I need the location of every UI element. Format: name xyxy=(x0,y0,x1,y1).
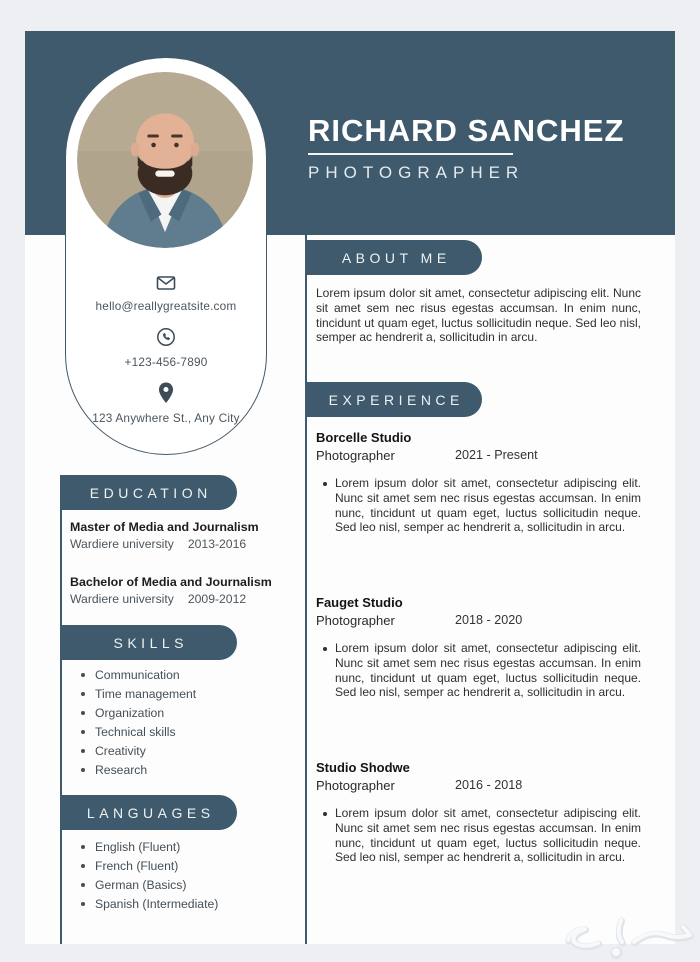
resume-page xyxy=(25,31,675,944)
company-name: Fauget Studio xyxy=(316,595,403,610)
email-text: hello@reallygreatsite.com xyxy=(95,299,237,313)
location-pin-icon xyxy=(157,382,175,404)
job-bullet xyxy=(316,476,641,535)
school-row xyxy=(70,537,310,551)
language-item: German (Basics) xyxy=(81,875,306,894)
phone-text: +123-456-7890 xyxy=(124,355,208,369)
degree-title: Bachelor of Media and Journalism xyxy=(70,575,272,589)
education-years: 2009-2012 xyxy=(187,592,247,606)
skill-item: Creativity xyxy=(81,741,306,760)
person-role: PHOTOGRAPHER xyxy=(308,163,525,182)
about-paragraph: Lorem ipsum dolor sit amet, consectetur adipiscing elit. Nunc sit amet sem nec risus egestas accumsan. In enim nunc, tincidunt ut quam eget, luctus sollicitudin neque. Sed leo nisl, semper ac hendrerit a, sollicitudin in arcu. xyxy=(316,286,641,345)
experience-entry xyxy=(316,595,641,700)
bullet-dot xyxy=(81,768,85,772)
job-role-row xyxy=(316,613,641,628)
skills-title: SKILLS xyxy=(113,634,188,651)
photo-contact-capsule xyxy=(65,57,267,455)
school-name: Wardiere university xyxy=(70,592,174,606)
bullet-dot xyxy=(81,730,85,734)
watermark-logo xyxy=(558,902,698,960)
contact-block xyxy=(66,274,266,438)
skills-list xyxy=(81,665,306,779)
contact-email xyxy=(66,274,266,313)
bullet-dot xyxy=(323,647,327,651)
profile-photo xyxy=(77,72,253,248)
address-text: 123 Anywhere St., Any City xyxy=(92,411,240,425)
languages-list xyxy=(81,837,306,913)
job-dates: 2018 - 2020 xyxy=(455,613,523,627)
school-name: Wardiere university xyxy=(70,537,174,551)
job-description: Lorem ipsum dolor sit amet, consectetur adipiscing elit. Nunc sit amet sem nec risus egestas accumsan. In enim nunc, tincidunt ut quam eget, luctus sollicitudin neque. Sed leo nisl, semper ac hendrerit a, sollicitudin in arcu. xyxy=(335,476,641,535)
skill-item: Organization xyxy=(81,703,306,722)
bullet-dot xyxy=(81,673,85,677)
experience-title: EXPERIENCE xyxy=(328,391,464,408)
language-item: English (Fluent) xyxy=(81,837,306,856)
person-name: RICHARD SANCHEZ xyxy=(308,113,625,148)
skill-item: Time management xyxy=(81,684,306,703)
education-item xyxy=(70,520,310,551)
bullet-dot xyxy=(81,711,85,715)
language-item: French (Fluent) xyxy=(81,856,306,875)
skill-item: Communication xyxy=(81,665,306,684)
job-role: Photographer xyxy=(316,778,395,793)
languages-title: LANGUAGES xyxy=(86,804,215,821)
section-banner-skills xyxy=(60,625,237,660)
job-bullet xyxy=(316,641,641,700)
bullet-dot xyxy=(81,692,85,696)
envelope-icon xyxy=(155,274,177,296)
school-row xyxy=(70,592,310,606)
job-description: Lorem ipsum dolor sit amet, consectetur adipiscing elit. Nunc sit amet sem nec risus egestas accumsan. In enim nunc, tincidunt ut quam eget, luctus sollicitudin neque. Sed leo nisl, semper ac hendrerit a, sollicitudin in arcu. xyxy=(335,641,641,700)
experience-entry xyxy=(316,760,641,865)
experience-entry xyxy=(316,430,641,535)
bullet-dot xyxy=(323,482,327,486)
portrait-illustration xyxy=(77,72,253,248)
phone-icon xyxy=(155,326,177,348)
education-item xyxy=(70,575,310,606)
company-name: Studio Shodwe xyxy=(316,760,410,775)
section-banner-about-me xyxy=(306,240,482,275)
skill-item: Technical skills xyxy=(81,722,306,741)
education-title: EDUCATION xyxy=(89,484,212,501)
header-name-block xyxy=(308,113,624,183)
bullet-dot xyxy=(81,902,85,906)
bullet-dot xyxy=(323,812,327,816)
job-bullet xyxy=(316,806,641,865)
job-role: Photographer xyxy=(316,613,395,628)
company-name: Borcelle Studio xyxy=(316,430,412,445)
job-role: Photographer xyxy=(316,448,395,463)
job-dates: 2016 - 2018 xyxy=(455,778,523,792)
skill-item: Research xyxy=(81,760,306,779)
job-dates: 2021 - Present xyxy=(455,448,538,462)
sidebar-divider-line xyxy=(60,475,62,944)
bullet-dot xyxy=(81,845,85,849)
section-banner-education xyxy=(60,475,237,510)
about-title: ABOUT ME xyxy=(341,249,451,266)
bullet-dot xyxy=(81,883,85,887)
education-years: 2013-2016 xyxy=(187,537,247,551)
degree-title: Master of Media and Journalism xyxy=(70,520,259,534)
section-banner-languages xyxy=(60,795,237,830)
language-item: Spanish (Intermediate) xyxy=(81,894,306,913)
job-role-row xyxy=(316,778,641,793)
contact-address xyxy=(66,382,266,425)
job-description: Lorem ipsum dolor sit amet, consectetur adipiscing elit. Nunc sit amet sem nec risus egestas accumsan. In enim nunc, tincidunt ut quam eget, luctus sollicitudin neque. Sed leo nisl, semper ac hendrerit a, sollicitudin in arcu. xyxy=(335,806,641,865)
job-role-row xyxy=(316,448,641,463)
bullet-dot xyxy=(81,749,85,753)
section-banner-experience xyxy=(306,382,482,417)
bullet-dot xyxy=(81,864,85,868)
contact-phone xyxy=(66,326,266,369)
name-underline xyxy=(308,153,513,155)
